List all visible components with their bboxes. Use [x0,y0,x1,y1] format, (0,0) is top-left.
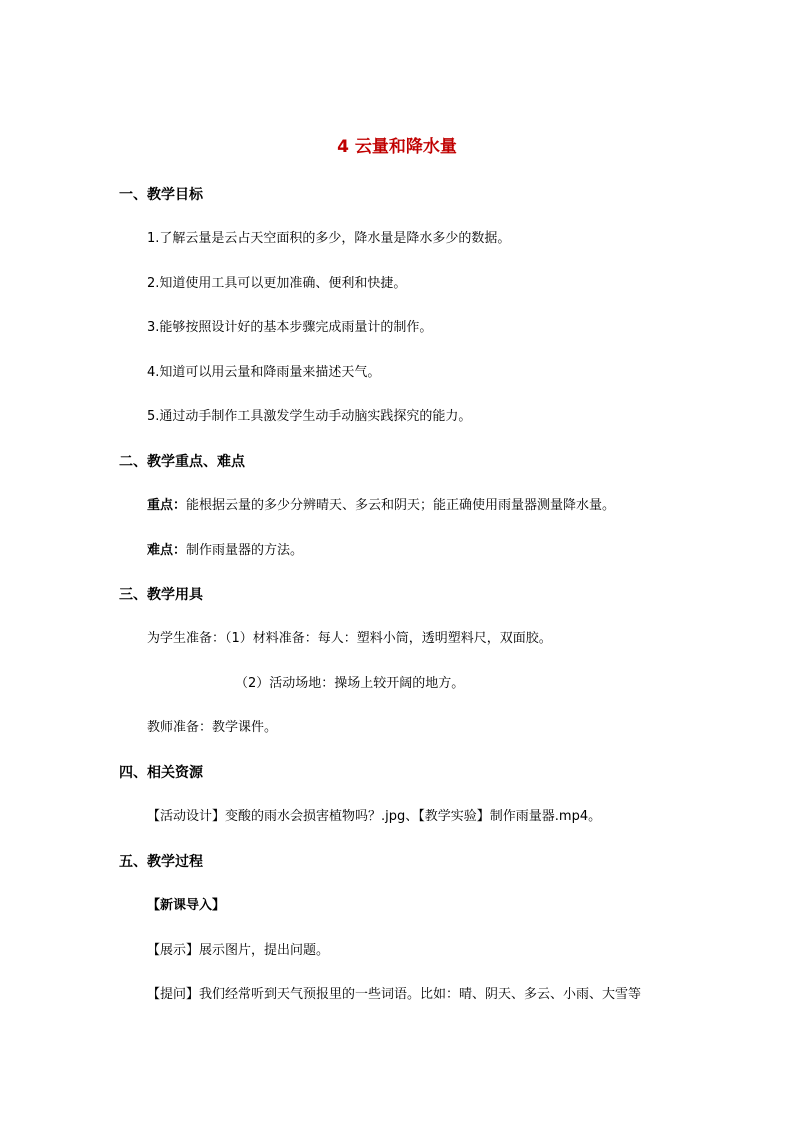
difficulty-text: 制作雨量器的方法。 [186,543,304,558]
resource-text: 变酸的雨水会损害植物吗？.jpg、 [225,809,419,824]
show-line [147,942,329,960]
resource-tag: 【活动设计】 [147,809,226,824]
teacher-materials-line: 教师准备：教学课件。 [147,720,278,735]
ask-text: 我们经常听到天气预报里的一些词语。比如：晴、阴天、多云、小雨、大雪等 [199,987,642,1002]
ask-tag: 【提问】 [147,987,200,1002]
document-title: 4 云量和降水量 [337,137,457,157]
section-heading-process: 五、教学过程 [119,854,203,870]
show-text: 展示图片，提出问题。 [199,943,330,958]
objective-item: 2.知道使用工具可以更加准确、便利和快捷。 [147,276,407,291]
show-tag: 【展示】 [147,943,200,958]
section-heading-materials: 三、教学用具 [119,587,203,603]
intro-label: 【新课导入】 [147,898,226,913]
section-heading-objectives: 一、教学目标 [119,187,203,203]
difficulty-label: 难点： [147,543,187,558]
difficulty-line [147,542,303,560]
objective-item: 1.了解云量是云占天空面积的多少，降水量是降水多少的数据。 [147,231,511,246]
student-materials-line: 为学生准备：（1）材料准备：每人：塑料小筒，透明塑料尺，双面胶。 [147,631,552,646]
objective-item: 5.通过动手制作工具激发学生动手动脑实践探究的能力。 [147,409,472,424]
objective-item: 3.能够按照设计好的基本步骤完成雨量计的制作。 [147,320,433,335]
resource-text: 制作雨量器.mp4。 [489,809,602,824]
venue-line: （2）活动场地：操场上较开阔的地方。 [235,676,465,691]
key-point-line [147,497,615,515]
resource-tag: 【教学实验】 [418,809,490,824]
section-heading-resources: 四、相关资源 [119,765,203,781]
objective-item: 4.知道可以用云量和降雨量来描述天气。 [147,365,381,380]
resources-line [147,808,601,826]
key-point-text: 能根据云量的多少分辨晴天、多云和阴天；能正确使用雨量器测量降水量。 [186,498,616,513]
section-heading-key-points: 二、教学重点、难点 [119,454,245,470]
key-point-label: 重点： [147,498,187,513]
ask-line [147,986,641,1004]
